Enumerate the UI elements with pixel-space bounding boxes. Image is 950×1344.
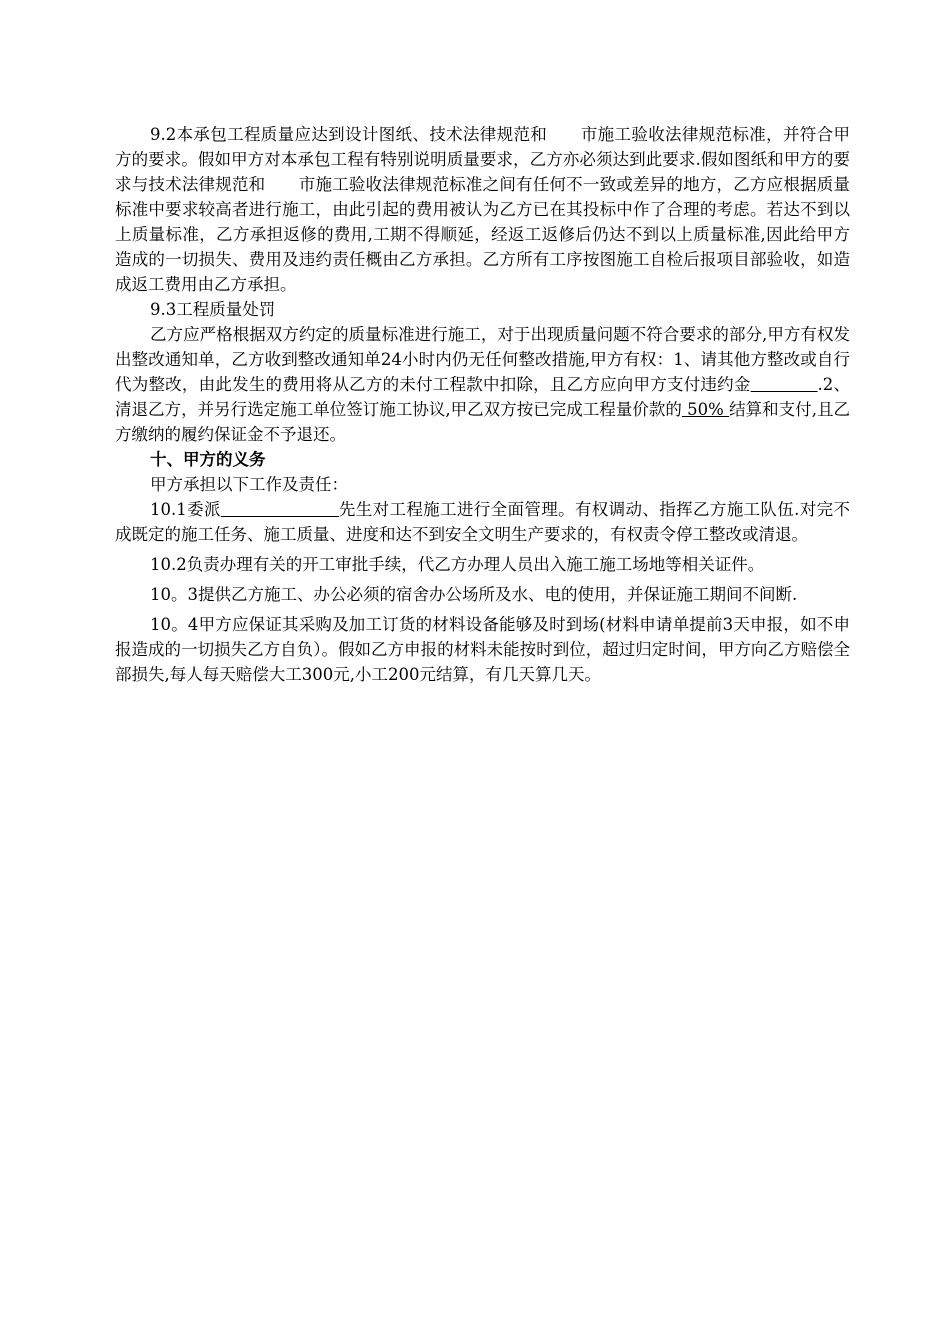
section-10-intro: 甲方承担以下工作及责任： [150, 475, 348, 494]
clause-9-3-text-c: 结算和支付,且乙方缴纳的履约保证金不予退还。 [115, 400, 850, 444]
clause-9-3-paragraph [115, 322, 850, 447]
name-blank [221, 500, 339, 519]
clause-9-3-text-b: .2、清退乙方，并另行选定施工单位签订施工协议,甲乙双方按已完成工程量价款的 [115, 375, 851, 419]
section-10-heading: 十、甲方的义务 [150, 450, 266, 469]
penalty-blank [751, 375, 818, 394]
settlement-percent: 50% [681, 400, 730, 419]
clause-9-2-text: 9.2本承包工程质量应达到设计图纸、技术法律规范和 市施工验收法律规范标准，并符合甲方的要求。假如甲方对本承包工程有特别说明质量要求，乙方亦必须达到此要求.假如图纸和甲方的要求与技术法律规范和 市施工验收法律规范标准之间有任何不一致或差异的地方，乙方应根据质量标准中要求较高者进行施工，由此引起的费用被认为乙方已在其投标中作了合理的考虑。若达不到以上质量标准，乙方承担返修的费用,工期不得顺延，经返工返修后仍达不到以上质量标准,因此给甲方造成的一切损失、费用及违约责任概由乙方承担。乙方所有工序按图施工自检后报项目部验收，如造成返工费用由乙方承担。 [115, 125, 850, 294]
clause-10-3-paragraph: 10。3提供乙方施工、办公必须的宿舍办公场所及水、电的使用，并保证施工期间不间断. [150, 585, 798, 604]
clause-10-4-paragraph: 10。4甲方应保证其采购及加工订货的材料设备能够及时到场(材料申请单提前3天申报，如不申报造成的一切损失乙方自负）。假如乙方申报的材料未能按时到位，超过归定时间，甲方向乙方赔偿全部损失,每人每天赔偿大工300元,小工200元结算，有几天算几天。 [115, 615, 850, 684]
clause-10-1-text-a: 10.1委派 [150, 500, 221, 519]
clause-10-2-paragraph: 10.2负责办理有关的开工审批手续，代乙方办理人员出入施工施工场地等相关证件。 [150, 555, 765, 574]
document-body [115, 122, 850, 687]
clause-9-3-title [115, 297, 850, 322]
clause-10-1-text-b: 先生对工程施工进行全面管理。有权调动、指挥乙方施工队伍.对完不成既定的施工任务、施工质量、进度和达不到安全文明生产要求的，有权责令停工整改或清退。 [115, 500, 850, 544]
clause-9-2-paragraph [115, 122, 850, 297]
clause-9-3-text-a: 乙方应严格根据双方约定的质量标准进行施工，对于出现质量问题不符合要求的部分,甲方有权发出整改通知单，乙方收到整改通知单24小时内仍无任何整改措施,甲方有权：1、请其他方整改或自行代为整改，由此发生的费用将从乙方的未付工程款中扣除，且乙方应向甲方支付违约金 [115, 325, 850, 394]
clause-9-3-title-text: 9.3工程质量处罚 [150, 300, 276, 319]
clause-10-1-paragraph [115, 497, 850, 547]
